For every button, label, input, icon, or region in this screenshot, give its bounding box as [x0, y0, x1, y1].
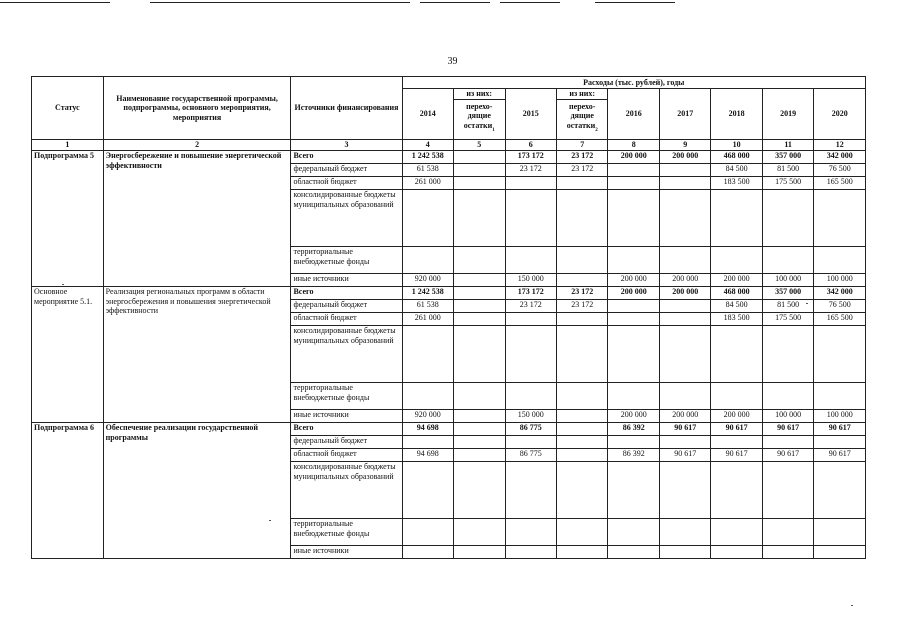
- header-year-2018: 2018: [711, 89, 762, 140]
- amount-cell: 342 000: [814, 287, 866, 300]
- amount-cell: 200 000: [659, 287, 710, 300]
- amount-cell: 150 000: [505, 274, 556, 287]
- scan-speck: [62, 284, 64, 285]
- row-funding-source: федеральный бюджет: [291, 436, 402, 449]
- amount-cell: [556, 274, 607, 287]
- column-number: 2: [103, 140, 291, 151]
- amount-cell: [454, 519, 505, 546]
- column-numbers-row: [32, 140, 866, 151]
- amount-cell: 76 500: [814, 164, 866, 177]
- amount-cell: [608, 190, 659, 247]
- amount-cell: [608, 383, 659, 410]
- amount-cell: 84 500: [711, 300, 762, 313]
- amount-cell: [454, 383, 505, 410]
- row-funding-source: консолидированные бюджеты муниципальных образований: [291, 462, 402, 519]
- header-sources: Источники финансирования: [291, 77, 402, 140]
- amount-cell: [402, 247, 453, 274]
- row-funding-source: Всего: [291, 287, 402, 300]
- amount-cell: [608, 546, 659, 559]
- amount-cell: 261 000: [402, 313, 453, 326]
- amount-cell: [454, 410, 505, 423]
- amount-cell: 183 500: [711, 177, 762, 190]
- amount-cell: [505, 462, 556, 519]
- row-funding-source: областной бюджет: [291, 449, 402, 462]
- amount-cell: [454, 546, 505, 559]
- amount-cell: 76 500: [814, 300, 866, 313]
- amount-cell: 200 000: [659, 410, 710, 423]
- amount-cell: [659, 247, 710, 274]
- amount-cell: [659, 546, 710, 559]
- amount-cell: 200 000: [659, 274, 710, 287]
- amount-cell: 468 000: [711, 151, 762, 164]
- amount-cell: 165 500: [814, 177, 866, 190]
- amount-cell: [556, 383, 607, 410]
- amount-cell: [402, 546, 453, 559]
- amount-cell: [814, 546, 866, 559]
- amount-cell: 342 000: [814, 151, 866, 164]
- amount-cell: 1 242 538: [402, 151, 453, 164]
- amount-cell: [556, 410, 607, 423]
- amount-cell: [454, 436, 505, 449]
- amount-cell: 23 172: [556, 300, 607, 313]
- column-number: 10: [711, 140, 762, 151]
- row-funding-source: территориальные внебюджетные фонды: [291, 247, 402, 274]
- row-program-name: Реализация региональных программ в области энергосбережения и повышения энергетической эффективности: [103, 287, 291, 423]
- amount-cell: [454, 462, 505, 519]
- amount-cell: [608, 300, 659, 313]
- amount-cell: [608, 164, 659, 177]
- header-carryover-2: [556, 89, 607, 140]
- amount-cell: [659, 383, 710, 410]
- amount-cell: [762, 519, 813, 546]
- amount-cell: 86 392: [608, 423, 659, 436]
- amount-cell: [814, 462, 866, 519]
- amount-cell: [556, 177, 607, 190]
- amount-cell: [762, 436, 813, 449]
- amount-cell: [454, 164, 505, 177]
- amount-cell: [608, 177, 659, 190]
- header-year-2014: 2014: [402, 89, 453, 140]
- row-funding-source: федеральный бюджет: [291, 300, 402, 313]
- amount-cell: [556, 313, 607, 326]
- amount-cell: [711, 383, 762, 410]
- row-funding-source: федеральный бюджет: [291, 164, 402, 177]
- amount-cell: [454, 423, 505, 436]
- amount-cell: 84 500: [711, 164, 762, 177]
- header-of-them-2: из них:: [557, 89, 607, 100]
- amount-cell: [608, 313, 659, 326]
- column-number: 8: [608, 140, 659, 151]
- row-funding-source: территориальные внебюджетные фонды: [291, 519, 402, 546]
- amount-cell: 261 000: [402, 177, 453, 190]
- amount-cell: 90 617: [711, 449, 762, 462]
- amount-cell: 61 538: [402, 300, 453, 313]
- column-number: 4: [402, 140, 453, 151]
- amount-cell: 94 698: [402, 449, 453, 462]
- amount-cell: [762, 462, 813, 519]
- amount-cell: 61 538: [402, 164, 453, 177]
- amount-cell: 200 000: [711, 274, 762, 287]
- amount-cell: 23 172: [556, 151, 607, 164]
- amount-cell: [454, 326, 505, 383]
- amount-cell: [711, 326, 762, 383]
- amount-cell: [711, 247, 762, 274]
- amount-cell: [454, 313, 505, 326]
- footnote-1: 1: [492, 127, 495, 133]
- header-carryover-1: [454, 89, 505, 140]
- column-number: 3: [291, 140, 402, 151]
- header-year-2020: 2020: [814, 89, 866, 140]
- amount-cell: [762, 190, 813, 247]
- header-year-2016: 2016: [608, 89, 659, 140]
- amount-cell: 200 000: [608, 274, 659, 287]
- amount-cell: [556, 423, 607, 436]
- amount-cell: [402, 383, 453, 410]
- amount-cell: 200 000: [608, 151, 659, 164]
- amount-cell: [454, 274, 505, 287]
- amount-cell: 23 172: [505, 164, 556, 177]
- amount-cell: 173 172: [505, 151, 556, 164]
- amount-cell: [659, 326, 710, 383]
- amount-cell: [711, 546, 762, 559]
- amount-cell: 920 000: [402, 410, 453, 423]
- amount-cell: 90 617: [659, 423, 710, 436]
- amount-cell: [454, 300, 505, 313]
- amount-cell: [402, 519, 453, 546]
- amount-cell: [659, 300, 710, 313]
- amount-cell: [608, 436, 659, 449]
- row-funding-source: областной бюджет: [291, 313, 402, 326]
- amount-cell: 100 000: [814, 410, 866, 423]
- table-row: [32, 151, 866, 164]
- amount-cell: [505, 519, 556, 546]
- amount-cell: [762, 546, 813, 559]
- amount-cell: 1 242 538: [402, 287, 453, 300]
- amount-cell: 200 000: [659, 151, 710, 164]
- amount-cell: [556, 546, 607, 559]
- amount-cell: [608, 247, 659, 274]
- scan-speck: [806, 303, 808, 304]
- amount-cell: [505, 313, 556, 326]
- amount-cell: 100 000: [762, 410, 813, 423]
- amount-cell: [454, 151, 505, 164]
- row-funding-source: консолидированные бюджеты муниципальных образований: [291, 326, 402, 383]
- amount-cell: 23 172: [505, 300, 556, 313]
- amount-cell: 90 617: [762, 449, 813, 462]
- row-funding-source: Всего: [291, 423, 402, 436]
- amount-cell: [659, 436, 710, 449]
- amount-cell: [711, 190, 762, 247]
- amount-cell: [814, 519, 866, 546]
- amount-cell: 183 500: [711, 313, 762, 326]
- header-expenses: Расходы (тыс. рублей), годы: [402, 77, 865, 89]
- header-year-2019: 2019: [762, 89, 813, 140]
- amount-cell: [454, 190, 505, 247]
- amount-cell: [814, 247, 866, 274]
- amount-cell: [608, 326, 659, 383]
- amount-cell: 86 775: [505, 423, 556, 436]
- amount-cell: [505, 177, 556, 190]
- row-status: Подпрограмма 6: [32, 423, 104, 559]
- row-program-name: Энергосбережение и повышение энергетической эффективности: [103, 151, 291, 287]
- amount-cell: [711, 519, 762, 546]
- amount-cell: 173 172: [505, 287, 556, 300]
- header-year-2017: 2017: [659, 89, 710, 140]
- amount-cell: [505, 247, 556, 274]
- amount-cell: 23 172: [556, 287, 607, 300]
- amount-cell: [402, 326, 453, 383]
- amount-cell: [556, 449, 607, 462]
- amount-cell: [711, 436, 762, 449]
- amount-cell: [505, 326, 556, 383]
- column-number: 11: [762, 140, 813, 151]
- amount-cell: [711, 462, 762, 519]
- amount-cell: [556, 247, 607, 274]
- row-funding-source: иные источники: [291, 410, 402, 423]
- row-funding-source: областной бюджет: [291, 177, 402, 190]
- amount-cell: [762, 247, 813, 274]
- column-number: 12: [814, 140, 866, 151]
- amount-cell: [814, 383, 866, 410]
- amount-cell: [814, 326, 866, 383]
- amount-cell: 165 500: [814, 313, 866, 326]
- amount-cell: [659, 462, 710, 519]
- row-funding-source: территориальные внебюджетные фонды: [291, 383, 402, 410]
- scan-speck: [851, 605, 853, 606]
- amount-cell: [505, 383, 556, 410]
- amount-cell: 90 617: [814, 423, 866, 436]
- scan-top-border: [0, 2, 905, 4]
- amount-cell: [505, 546, 556, 559]
- amount-cell: [659, 313, 710, 326]
- amount-cell: [556, 519, 607, 546]
- budget-table: [31, 76, 866, 559]
- amount-cell: 200 000: [711, 410, 762, 423]
- amount-cell: [505, 436, 556, 449]
- amount-cell: 94 698: [402, 423, 453, 436]
- header-year-2015: 2015: [505, 89, 556, 140]
- scan-speck: [269, 520, 271, 521]
- amount-cell: 200 000: [608, 287, 659, 300]
- amount-cell: 468 000: [711, 287, 762, 300]
- amount-cell: [556, 436, 607, 449]
- row-status: Подпрограмма 5: [32, 151, 104, 287]
- amount-cell: [402, 190, 453, 247]
- amount-cell: 357 000: [762, 151, 813, 164]
- amount-cell: [659, 190, 710, 247]
- row-funding-source: Всего: [291, 151, 402, 164]
- amount-cell: [608, 519, 659, 546]
- amount-cell: 150 000: [505, 410, 556, 423]
- amount-cell: [608, 462, 659, 519]
- row-funding-source: иные источники: [291, 546, 402, 559]
- header-carryover-2-label: перехо-дящие остатки: [566, 101, 596, 130]
- amount-cell: [454, 287, 505, 300]
- amount-cell: [659, 177, 710, 190]
- amount-cell: [556, 326, 607, 383]
- amount-cell: [659, 164, 710, 177]
- amount-cell: [505, 190, 556, 247]
- amount-cell: [762, 383, 813, 410]
- footnote-2: 2: [595, 127, 598, 133]
- header-status: Статус: [32, 77, 104, 140]
- amount-cell: [402, 436, 453, 449]
- row-status: Основное мероприятие 5.1.: [32, 287, 104, 423]
- amount-cell: 86 392: [608, 449, 659, 462]
- table-row: [32, 287, 866, 300]
- amount-cell: 90 617: [711, 423, 762, 436]
- amount-cell: [454, 449, 505, 462]
- column-number: 7: [556, 140, 607, 151]
- amount-cell: 90 617: [762, 423, 813, 436]
- header-name: Наименование государственной программы, подпрограммы, основного мероприятия, мероприятия: [103, 77, 291, 140]
- amount-cell: [402, 462, 453, 519]
- amount-cell: 100 000: [814, 274, 866, 287]
- amount-cell: 200 000: [608, 410, 659, 423]
- amount-cell: 81 500: [762, 300, 813, 313]
- amount-cell: 357 000: [762, 287, 813, 300]
- amount-cell: 175 500: [762, 177, 813, 190]
- header-of-them-1: из них:: [454, 89, 504, 100]
- amount-cell: [454, 177, 505, 190]
- row-funding-source: иные источники: [291, 274, 402, 287]
- amount-cell: [556, 462, 607, 519]
- amount-cell: [814, 190, 866, 247]
- header-carryover-1-label: перехо-дящие остатки: [463, 101, 493, 130]
- amount-cell: 86 775: [505, 449, 556, 462]
- column-number: 6: [505, 140, 556, 151]
- table-row: [32, 423, 866, 436]
- amount-cell: 81 500: [762, 164, 813, 177]
- amount-cell: 920 000: [402, 274, 453, 287]
- amount-cell: [454, 247, 505, 274]
- amount-cell: [762, 326, 813, 383]
- amount-cell: [814, 436, 866, 449]
- row-funding-source: консолидированные бюджеты муниципальных образований: [291, 190, 402, 247]
- amount-cell: 175 500: [762, 313, 813, 326]
- row-program-name: Обеспечение реализации государственной программы: [103, 423, 291, 559]
- column-number: 1: [32, 140, 104, 151]
- amount-cell: 23 172: [556, 164, 607, 177]
- amount-cell: 90 617: [659, 449, 710, 462]
- amount-cell: [659, 519, 710, 546]
- page-number: 39: [447, 56, 458, 67]
- amount-cell: [556, 190, 607, 247]
- amount-cell: 100 000: [762, 274, 813, 287]
- amount-cell: 90 617: [814, 449, 866, 462]
- column-number: 5: [454, 140, 505, 151]
- column-number: 9: [659, 140, 710, 151]
